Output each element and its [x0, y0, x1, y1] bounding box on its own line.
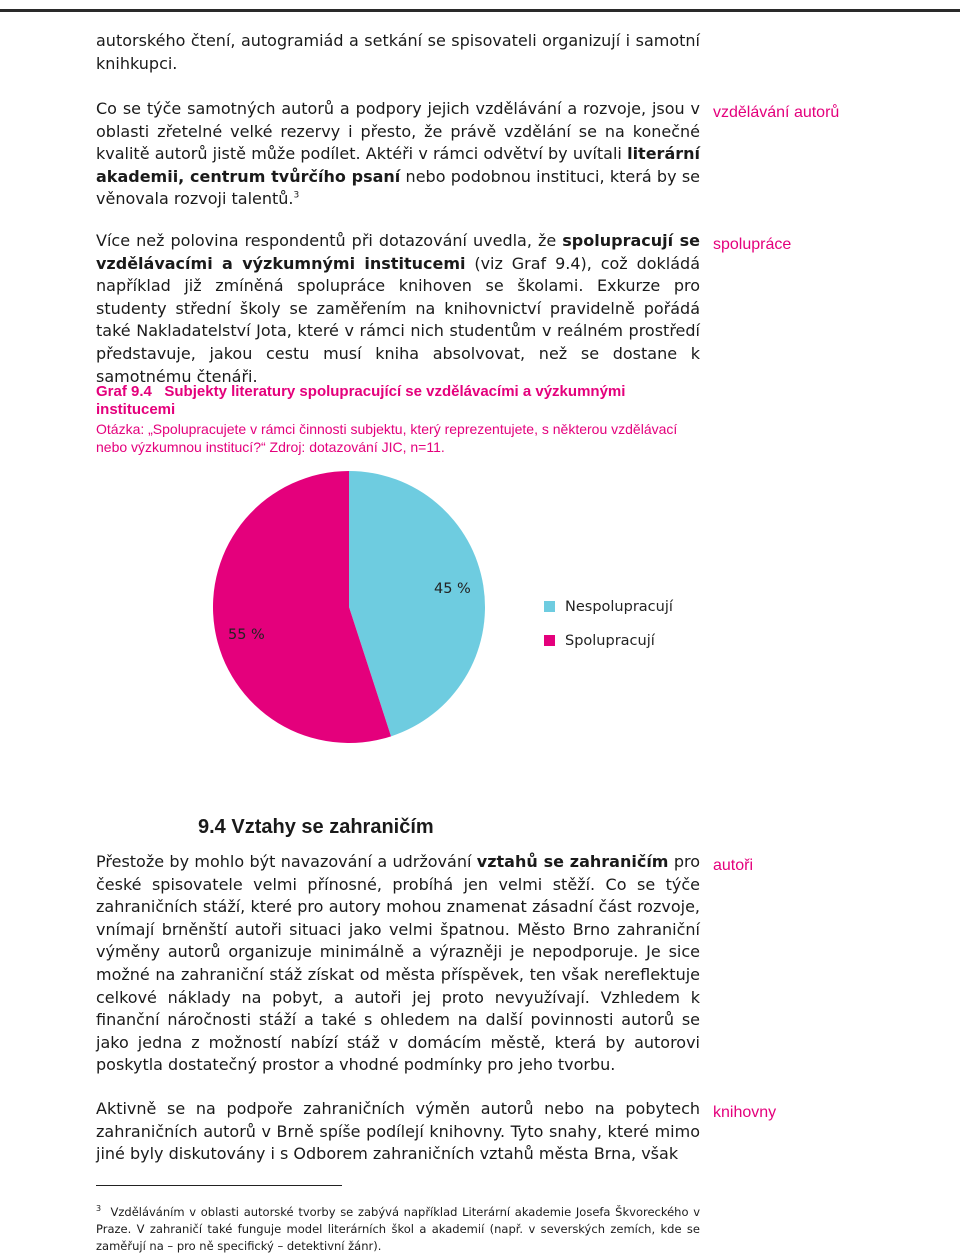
footnote-separator	[96, 1185, 342, 1186]
paragraph-libraries: Aktivně se na podpoře zahraničních výměn autorů nebo na pobytech zahraničních autorů v Brně spíše podílejí knihovny. Tyto snahy, které mimo jiné byly diskutovány i s Odborem zahraničních vztahů města Brna, však	[96, 1099, 700, 1164]
section-title: Vztahy se zahraničím	[231, 816, 434, 838]
margin-note-author-education: vzdělávání autorů	[713, 104, 840, 121]
pie-label-45: 45 %	[434, 581, 471, 597]
pie-label-55: 55 %	[228, 627, 265, 643]
legend-swatch-spolupracuji	[544, 635, 555, 646]
bold-literary-academy: literární akademii, centrum tvůrčího psaní	[96, 144, 700, 186]
paragraph-intro: autorského čtení, autogramiád a setkání se spisovateli organizují i samotní knihkupci.	[96, 31, 700, 73]
paragraph-author-education: Co se týče samotných autorů a podpory jejich vzdělávání a rozvoje, jsou v oblasti zřetelné velké rezervy i přesto, že právě vzdělání se na konečné kvalitě autorů jistě může podílet. Aktéři v rámci odvětví by uvítali literární akademii, centrum tvůrčího psaní nebo podobnou instituci, která by se věnovala rozvoji talentů.$^3$	[96, 99, 700, 209]
footnote-mark: 3	[96, 1204, 102, 1214]
figure-caption-title	[96, 383, 706, 419]
footnote	[96, 1204, 700, 1254]
paragraph-cooperation: Více než polovina respondentů při dotazování uvedla, že spolupracují se vzdělávacími a výzkumnými institucemi (viz Graf 9.4), což dokládá například již zmíněná spolupráce knihoven se školami. Exkurze pro studenty střední školy se zaměřením na knihovnictví pravidelně pořádá také Nakladatelství Jota, které v rámci nich studentům v reálném prostředí představuje, jakou cestu musí kniha absolvovat, než se dostane k samotnému čtenáři.	[96, 231, 700, 386]
page-top-rule	[0, 9, 960, 12]
margin-note-libraries: knihovny	[713, 1104, 777, 1121]
legend-item-nespolupracuji	[544, 599, 673, 615]
paragraph-foreign-relations: Přestože by mohlo být navazování a udržování vztahů se zahraničím pro české spisovatele velmi přínosné, probíhá jen velmi stěží. Co se týče zahraničních stáží, které pro autory mohou znamenat zásadní část rozvoje, vnímají brněnští autoři situaci jako velmi špatnou. Město Brno zahraniční výměny autorů organizuje minimálně a výrazněji je nepodporuje. Je sice možné na zahraniční stáž získat od města příspěvek, ten však nereflektuje celkové náklady na pobyt, a autoři jej proto nevyužívají. Vzhledem k finanční náročnosti stáží a také s ohledem na další povinnosti autorů se jako jedna z možností nabízí stáž v domácím městě, která by autorovi poskytla dostatečný prostor a vhodné podmínky pro jeho tvorbu.	[96, 852, 701, 1075]
figure-label: Graf 9.4	[96, 383, 152, 400]
section-heading	[198, 816, 434, 839]
bold-foreign-relations: vztahů se zahraničím	[476, 852, 669, 871]
legend-label-nespolupracuji: Nespolupracují	[565, 599, 673, 615]
margin-note-cooperation: spolupráce	[713, 236, 792, 253]
figure-caption-question: Otázka: „Spolupracujete v rámci činnosti subjektu, který reprezentujete, s některou vzdělávací nebo výzkumnou institucí?“ Zdroj: dotazování JIC, n=11.	[96, 421, 678, 455]
bold-cooperation: spolupracují se vzdělávacími a výzkumnými institucemi	[96, 231, 700, 273]
legend-swatch-nespolupracuji	[544, 601, 555, 612]
footnote-text: Vzděláváním v oblasti autorské tvorby se zabývá například Literární akademie Josefa Škvoreckého v Praze. V zahraničí také funguje model literárních škol a akademií (např. v severských zemích, kde se zaměřují na – pro ně specifický – detektivní žánr).	[96, 1205, 700, 1253]
pie-chart	[200, 465, 510, 755]
section-number: 9.4	[198, 816, 226, 838]
legend-item-spolupracuji	[544, 633, 655, 649]
figure-title: Subjekty literatury spolupracující se vzdělávacími a výzkumnými institucemi	[96, 383, 626, 418]
margin-note-authors: autoři	[713, 857, 754, 874]
footnote-ref: 3	[293, 191, 300, 202]
legend-label-spolupracuji: Spolupracují	[565, 633, 655, 649]
